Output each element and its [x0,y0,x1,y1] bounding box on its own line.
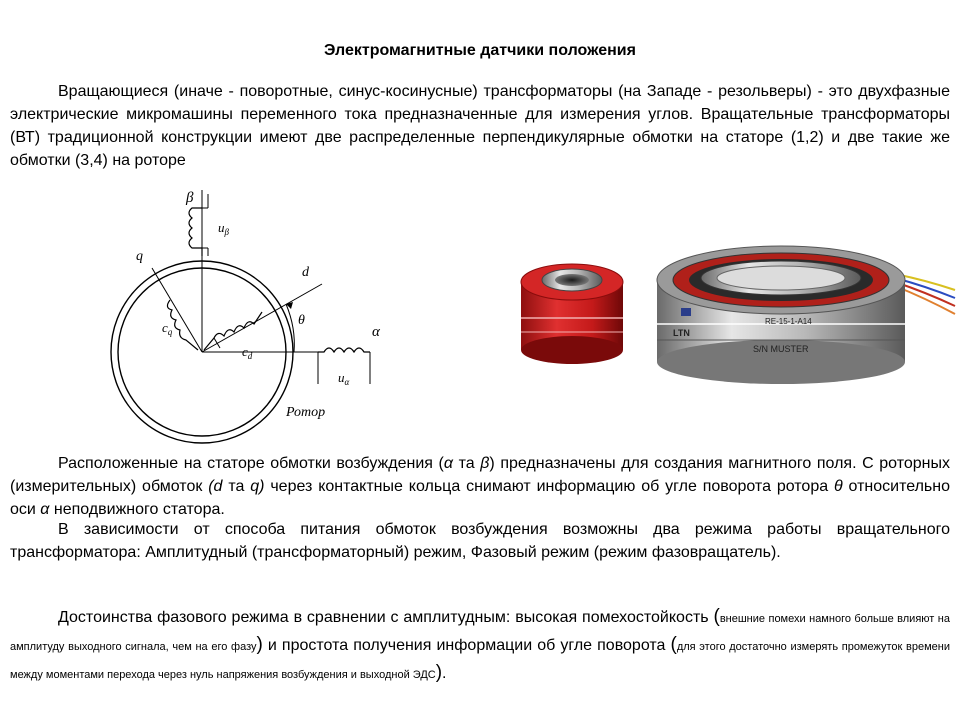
large-resolver [657,246,955,384]
d-rotor-coil [204,312,262,350]
beta-coil [189,208,202,256]
excitation-paragraph: Расположенные на статоре обмотки возбуждения (α та β) предназначены для создания магнитного поля. С роторных (измерительных) обмоток (d та q) через контактные кольца снимают информацию об угле поворота ротора θ относительно оси α неподвижного статора. [10,455,951,518]
resolver-diagram [100,180,400,448]
rotor-label: Ротор [286,405,326,420]
intro-paragraph: Вращающиеся (иначе - поворотные, синус-косинусные) трансформаторы (на Западе - резольверы) - это двухфазные электрические микромашины переменного тока предназначенные для измерения углов. Вращательные трансформаторы (ВТ) традиционной конструкции имеют две распределенные перпендикулярные обмотки на статоре (1,2) и две такие же обмотки (3,4) на роторе [10,83,950,169]
small-resolver [521,264,623,364]
u-beta-label: $u_\beta$ [218,220,229,237]
modes-paragraph: В зависимости от способа питания обмоток возбуждения возможны два режима работы вращательного трансформатора: Амплитудный (трансформаторный) режим, Фазовый режим (режим фазовращатель). [10,521,950,561]
q-rotor-coil [167,300,198,350]
beta-label: β [186,190,194,206]
q-label: q [136,249,143,264]
resolvers-photo [515,240,960,390]
cd-label: $c_d$ [242,344,253,361]
note-measure: для этого достаточно измерять промежуток времени между моментами перехода через нуль напряжения возбуждения и выходной ЭДС [10,641,950,681]
u-alpha-label: $u_\alpha$ [338,370,350,387]
theta-label: θ [298,313,305,328]
cq-label: $c_q$ [162,320,173,337]
serial-label: S/N MUSTER [753,344,809,354]
d-label: d [302,265,309,280]
note-noise: внешние помехи намного больше влияют на амплитуду выходного сигнала, чем на его фазу [10,613,950,653]
advantages-paragraph: Достоинства фазового режима в сравнении с амплитудным: высокая помехостойкость (внешние помехи намного больше влияют на амплитуду выходного сигнала, чем на его фазу) и простота получения информации об угле поворота (для этого достаточно измерять промежуток времени между моментами перехода через нуль напряжения возбуждения и выходной ЭДС). [10,606,950,683]
brand-label: LTN [673,328,690,338]
page-title: Электромагнитные датчики положения [324,42,636,59]
alpha-coil [318,348,370,352]
q-axis [152,268,202,352]
model-label: RE-15-1-A14 [765,317,812,326]
alpha-label: α [372,324,380,340]
